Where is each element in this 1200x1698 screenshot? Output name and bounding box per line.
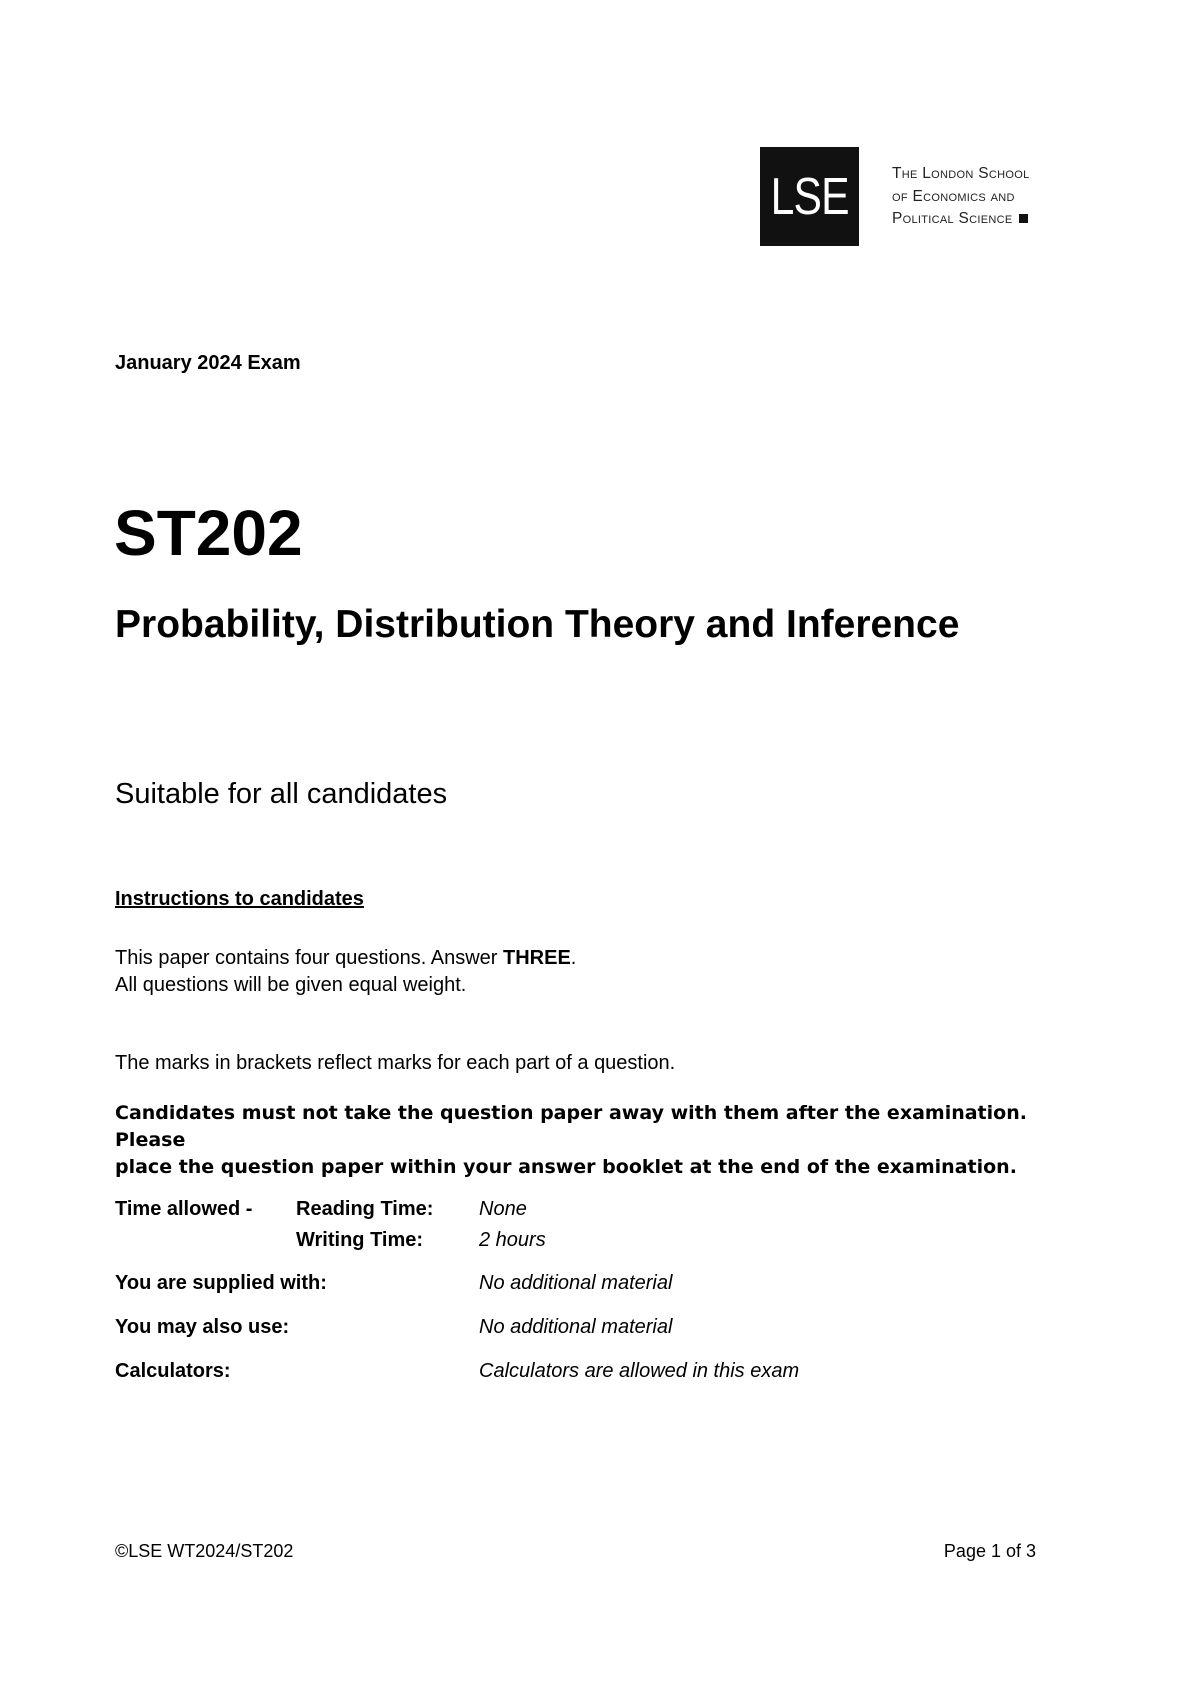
- calculators-label: Calculators:: [115, 1360, 231, 1382]
- calculators-value: Calculators are allowed in this exam: [479, 1360, 800, 1382]
- course-title: Probability, Distribution Theory and Inference: [115, 603, 960, 646]
- instructions-answer-count: THREE: [503, 947, 571, 969]
- warning-line-2: place the question paper within your answer booklet at the end of the examination.: [115, 1156, 1017, 1178]
- instructions-weight: All questions will be given equal weight.: [115, 974, 467, 996]
- writing-time-value: 2 hours: [479, 1229, 546, 1251]
- instructions-line1-suffix: .: [570, 947, 577, 969]
- logo-line-3: [892, 211, 1029, 227]
- reading-time-value: None: [479, 1198, 527, 1220]
- lse-logo-wordmark: [892, 166, 1029, 227]
- lse-logo-mark: [760, 147, 859, 246]
- exam-date: January 2024 Exam: [115, 352, 301, 374]
- footer-copyright: ©LSE WT2024/ST202: [115, 1541, 294, 1561]
- time-allowed-label: Time allowed -: [115, 1198, 253, 1220]
- logo-square-icon: [1019, 214, 1028, 223]
- instructions-line1-prefix: This paper contains four questions. Answer: [115, 947, 503, 969]
- footer-page-number: Page 1 of 3: [943, 1541, 1036, 1561]
- may-also-use-label: You may also use:: [115, 1316, 290, 1338]
- logo-line-3-text: Political Science: [892, 210, 1013, 228]
- candidate-suitability: Suitable for all candidates: [115, 778, 448, 810]
- lse-logo: [760, 147, 1029, 246]
- instructions-warning: [115, 1100, 1055, 1181]
- logo-line-1: The London School: [892, 165, 1030, 183]
- writing-time-label: Writing Time:: [296, 1229, 424, 1251]
- supplied-with-value: No additional material: [479, 1272, 673, 1294]
- reading-time-label: Reading Time:: [296, 1198, 434, 1220]
- logo-line-2: of Economics and: [892, 187, 1015, 205]
- may-also-use-value: No additional material: [479, 1316, 673, 1338]
- instructions-heading: Instructions to candidates: [115, 888, 364, 910]
- warning-line-1: Candidates must not take the question paper away with them after the examination. Please: [115, 1102, 1027, 1151]
- lse-logo-mark-text: LSE: [770, 167, 849, 226]
- instructions-questions: [115, 945, 576, 999]
- course-code: ST202: [114, 497, 303, 569]
- instructions-marks-note: The marks in brackets reflect marks for each part of a question.: [115, 1052, 676, 1074]
- supplied-with-label: You are supplied with:: [115, 1272, 327, 1294]
